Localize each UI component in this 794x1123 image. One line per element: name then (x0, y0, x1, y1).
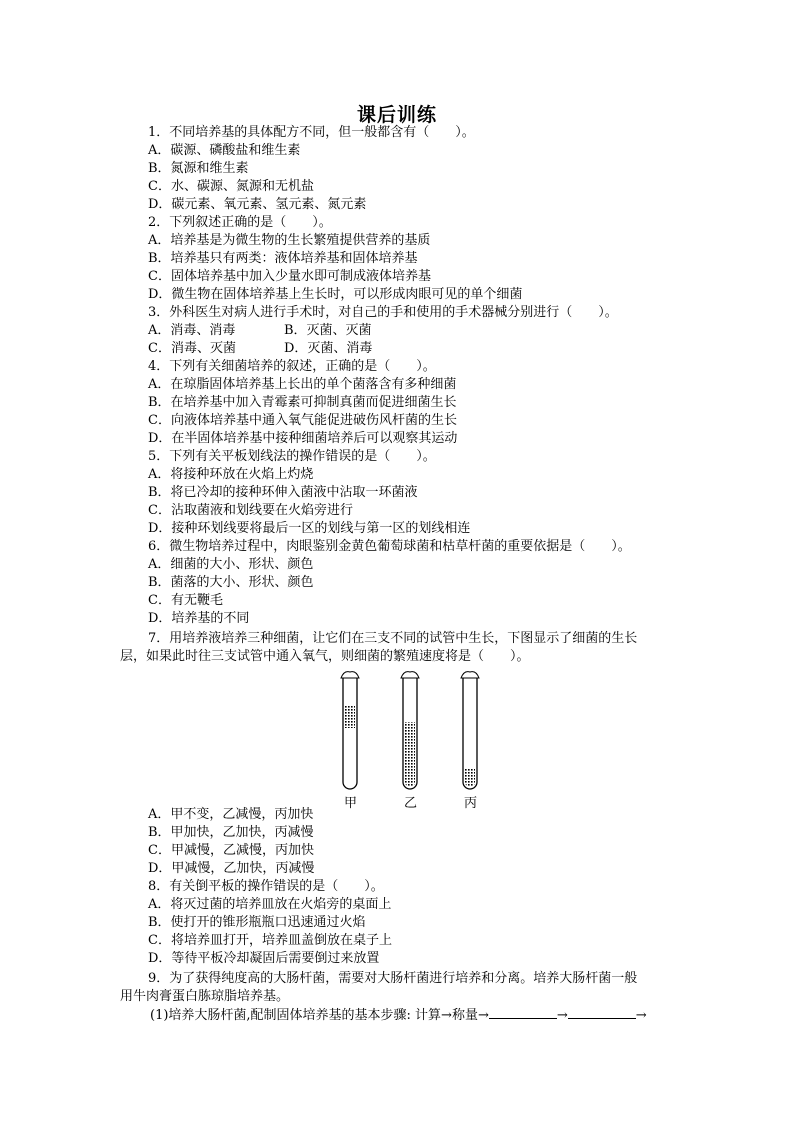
question-4-stem: 4．下列有关细菌培养的叙述，正确的是（ ）。 (148, 359, 436, 374)
question-2-option-a: A．培养基是为微生物的生长繁殖提供营养的基质 (148, 233, 431, 248)
tube-bing (461, 672, 479, 789)
question-6-option-c: C．有无鞭毛 (148, 593, 223, 608)
question-7-option-b: B．甲加快，乙加快，丙减慢 (148, 825, 314, 840)
question-9-stem-line-1: 9．为了获得纯度高的大肠杆菌，需要对大肠杆菌进行培养和分离。培养大肠杆菌一般 (148, 971, 638, 986)
question-8-option-d: D．等待平板冷却凝固后需要倒过来放置 (148, 951, 380, 966)
question-3-stem: 3．外科医生对病人进行手术时，对自己的手和使用的手术器械分别进行（ ）。 (148, 305, 618, 320)
question-2-option-d: D．微生物在固体培养基上生长时，可以形成肉眼可见的单个细菌 (148, 287, 523, 302)
question-7-stem-line-2: 层，如果此时往三支试管中通入氧气，则细菌的繁殖速度将是（ ）。 (120, 649, 530, 664)
question-5-option-a: A．将接种环放在火焰上灼烧 (148, 467, 314, 482)
question-2-stem: 2．下列叙述正确的是（ ）。 (148, 215, 332, 230)
question-3-option-a: A．消毒、消毒 (148, 323, 236, 338)
tube-yi (401, 672, 419, 789)
question-8-option-a: A．将灭过菌的培养皿放在火焰旁的桌面上 (148, 897, 392, 912)
test-tube-diagram (330, 664, 500, 806)
question-5-option-b: B．将已冷却的接种环伸入菌液中沾取一环菌液 (148, 485, 418, 500)
answer-blank-2[interactable] (568, 1006, 636, 1019)
question-4-option-b: B．在培养基中加入青霉素可抑制真菌而促进细菌生长 (148, 395, 457, 410)
question-4-option-a: A．在琼脂固体培养基上长出的单个菌落含有多种细菌 (148, 377, 457, 392)
question-5-option-d: D．接种环划线要将最后一区的划线与第一区的划线相连 (148, 521, 471, 536)
question-3-option-c: C．消毒、灭菌 (148, 341, 236, 356)
question-7-option-c: C．甲减慢，乙减慢，丙加快 (148, 843, 314, 858)
question-3-option-b: B．灭菌、灭菌 (284, 323, 372, 338)
question-9-part-1 (150, 1006, 647, 1025)
page-title: 课后训练 (356, 104, 437, 126)
question-1-option-a: A．碳源、磷酸盐和维生素 (148, 143, 301, 158)
question-2-option-b: B．培养基只有两类：液体培养基和固体培养基 (148, 251, 418, 266)
question-4-option-c: C．向液体培养基中通入氧气能促进破伤风杆菌的生长 (148, 413, 457, 428)
question-9-stem-line-2: 用牛肉膏蛋白胨琼脂培养基。 (120, 989, 290, 1004)
question-8-option-b: B．使打开的锥形瓶瓶口迅速通过火焰 (148, 915, 366, 930)
question-4-option-d: D．在半固体培养基中接种细菌培养后可以观察其运动 (148, 431, 458, 446)
arrow-2: → (635, 1008, 647, 1023)
question-6-option-b: B．菌落的大小、形状、颜色 (148, 575, 314, 590)
answer-blank-1[interactable] (489, 1006, 557, 1019)
question-1-option-c: C．水、碳源、氮源和无机盐 (148, 179, 314, 194)
question-5-option-c: C．沾取菌液和划线要在火焰旁进行 (148, 503, 353, 518)
question-3-option-d: D．灭菌、消毒 (284, 341, 373, 356)
question-2-option-c: C．固体培养基中加入少量水即可制成液体培养基 (148, 269, 431, 284)
question-7-stem-line-1: 7．用培养液培养三种细菌，让它们在三支不同的试管中生长，下图显示了细菌的生长 (148, 631, 638, 646)
question-7-option-d: D．甲减慢，乙加快，丙减慢 (148, 861, 315, 876)
question-1-option-b: B．氮源和维生素 (148, 161, 249, 176)
question-1-option-d: D．碳元素、氧元素、氢元素、氮元素 (148, 197, 367, 212)
tube-label-jia: 甲 (344, 796, 358, 811)
question-1-stem: 1．不同培养基的具体配方不同，但一般都含有（ ）。 (148, 125, 475, 140)
question-6-option-a: A．细菌的大小、形状、颜色 (148, 557, 314, 572)
tube-label-yi: 乙 (404, 796, 418, 811)
question-5-stem: 5．下列有关平板划线法的操作错误的是（ ）。 (148, 449, 436, 464)
tube-label-bing: 丙 (464, 796, 478, 811)
question-7-option-a: A．甲不变，乙减慢，丙加快 (148, 807, 314, 822)
question-8-stem: 8．有关倒平板的操作错误的是（ ）。 (148, 879, 384, 894)
arrow-1: → (556, 1008, 568, 1023)
tube-jia (341, 672, 359, 789)
question-6-option-d: D．培养基的不同 (148, 611, 250, 626)
question-6-stem: 6．微生物培养过程中，肉眼鉴别金黄色葡萄球菌和枯草杆菌的重要依据是（ ）。 (148, 539, 631, 554)
question-8-option-c: C．将培养皿打开，培养皿盖倒放在桌子上 (148, 933, 392, 948)
question-9-part-1-text: (1)培养大肠杆菌,配制固体培养基的基本步骤: 计算→称量→ (150, 1008, 489, 1023)
